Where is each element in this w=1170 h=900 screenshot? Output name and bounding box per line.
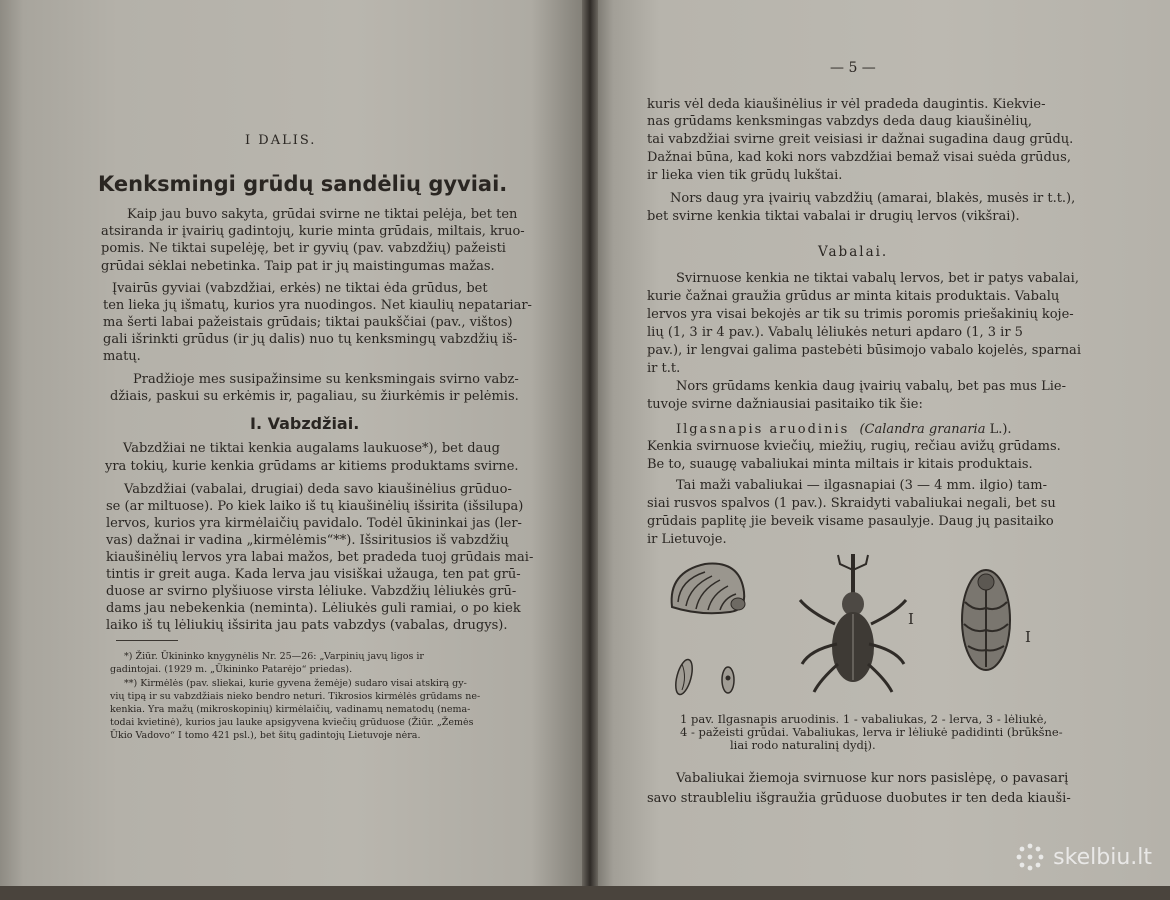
text-line: lervos yra visai bekojės ar tik su trimis poromis priešakinių koje- xyxy=(647,307,1074,322)
species-latin: (Calandra granaria xyxy=(859,422,986,437)
adult-weevil-illustration xyxy=(800,554,906,692)
text-line: Įvairūs gyviai (vabzdžiai, erkės) ne tiktai ėda grūdus, bet xyxy=(112,281,488,296)
text-line: kiaušinėlių lervos yra labai mažos, bet pradeda tuoj grūdais mai- xyxy=(106,550,534,565)
section-heading: I. Vabzdžiai. xyxy=(250,414,360,433)
text-line: tintis ir greit auga. Kada lerva jau visiškai užauga, ten pat grū- xyxy=(106,567,521,582)
text-line: vas) dažnai ir vadina „kirmėlėmis“**). Išsiritusios iš vabzdžių xyxy=(106,533,509,548)
text-line: pomis. Ne tiktai supelėję, bet ir gyvių (pav. vabzdžių) pažeisti xyxy=(101,241,506,256)
text-line: ma šerti labai pažeistais grūdais; tiktai paukščiai (pav., vištos) xyxy=(103,315,513,330)
text-line: Tai maži vabaliukai — ilgasnapiai (3 — 4 mm. ilgio) tam- xyxy=(676,478,1047,493)
damaged-grains-illustration xyxy=(673,658,734,696)
footnote-line: vių tipą ir su vabzdžiais nieko bendro neturi. Tikrosios kirmėlės grūdams ne- xyxy=(110,691,481,702)
text-line: tai vabzdžiai svirne greit veisiasi ir dažnai sugadina daug grūdų. xyxy=(647,132,1074,147)
text-line: pav.), ir lengvai galima pastebėti būsimojo vabalo kojelės, sparnai xyxy=(647,343,1081,358)
watermark-text: skelbiu.lt xyxy=(1053,844,1152,870)
text-line: bet svirne kenkia tiktai vabalai ir drugių lervos (vikšrai). xyxy=(647,209,1020,224)
text-line: tuvoje svirne dažniausiai pasitaiko tik šie: xyxy=(647,397,923,412)
scale-mark: I xyxy=(1025,628,1031,646)
species-author: L.). xyxy=(989,422,1012,437)
footnote-divider xyxy=(116,640,178,641)
caption-line: 1 pav. Ilgasnapis aruodinis. 1 - vabaliukas, 2 - lerva, 3 - lėliukė, xyxy=(680,712,1048,726)
pupa-illustration xyxy=(962,570,1010,670)
text-line: kuris vėl deda kiaušinėlius ir vėl pradeda daugintis. Kiekvie- xyxy=(647,97,1046,112)
text-line: Pradžioje mes susipažinsime su kenksmingais svirno vabz- xyxy=(133,372,519,387)
text-line: džiais, paskui su erkėmis ir, pagaliau, su žiurkėmis ir pelėmis. xyxy=(110,389,519,404)
watermark xyxy=(1015,842,1152,872)
book-spine xyxy=(582,0,598,900)
right-page xyxy=(590,0,1170,900)
text-line: Vabzdžiai ne tiktai kenkia augalams laukuose*), bet daug xyxy=(123,441,500,456)
species-name: Ilgasnapis aruodinis xyxy=(676,422,850,437)
text-line: atsiranda ir įvairių gadintojų, kurie minta grūdais, miltais, kruo- xyxy=(101,224,525,239)
text-line: Dažnai būna, kad koki nors vabzdžiai bemaž visai suėda grūdus, xyxy=(647,150,1071,165)
section-heading: Vabalai. xyxy=(818,244,889,260)
table-edge xyxy=(0,886,1170,900)
footnote-line: gadintojai. (1929 m. „Ūkininko Patarėjo“ priedas). xyxy=(110,664,353,675)
text-line: savo straubleliu išgraužia grūduose duobutes ir ten deda kiauši- xyxy=(647,791,1071,806)
text-line: Kenkia svirnuose kviečių, miežių, rugių, rečiau avižų grūdams. xyxy=(647,439,1061,454)
text-line: matų. xyxy=(103,349,141,364)
text-line: grūdais paplitę jie beveik visame pasaulyje. Daug jų pasitaiko xyxy=(647,514,1054,529)
page-title: Kenksmingi grūdų sandėlių gyviai. xyxy=(98,172,508,196)
text-line: ten lieka jų išmatų, kurios yra nuodingos. Net kiaulių nepatariar- xyxy=(103,298,532,313)
text-line: Vabaliukai žiemoja svirnuose kur nors pasislėpę, o pavasarį xyxy=(676,771,1069,786)
part-label: I DALIS. xyxy=(245,133,317,148)
page-number: — 5 — xyxy=(830,60,876,76)
text-line: grūdai sėklai nebetinka. Taip pat ir jų maistingumas mažas. xyxy=(101,259,495,274)
text-line: Nors daug yra įvairių vabzdžių (amarai, blakės, musės ir t.t.), xyxy=(670,191,1076,206)
text-line: nas grūdams kenksmingas vabzdys deda daug kiaušinėlių, xyxy=(647,114,1032,129)
footnote-line: Ūkio Vadovo“ I tomo 421 psl.), bet šitų gadintojų Lietuvoje nėra. xyxy=(110,730,421,741)
larva-illustration xyxy=(672,564,745,614)
footnote-line: **) Kirmėlės (pav. sliekai, kurie gyvena žemėje) sudaro visai atskirą gy- xyxy=(124,678,467,689)
text-line: lių (1, 3 ir 4 pav.). Vabalų lėliukės neturi apdaro (1, 3 ir 5 xyxy=(647,325,1023,340)
text-line: laiko iš tų lėliukių išsirita jau pats vabzdys (vabalas, drugys). xyxy=(106,618,508,633)
weevil-figure xyxy=(660,552,1050,702)
footnote-line: todai kvietinė), kurios jau lauke apsigyvena kviečių grūduose (Žiūr. „Žemės xyxy=(110,717,474,728)
scale-mark: I xyxy=(908,610,914,628)
text-line: se (ar miltuose). Po kiek laiko iš tų kiaušinėlių išsirita (išsilupa) xyxy=(106,499,524,514)
species-line xyxy=(676,421,1012,438)
footnote-line: kenkia. Yra mažų (mikroskopinių) kirmėlaičių, vadinamų nematodų (nema- xyxy=(110,704,471,715)
text-line: ir Lietuvoje. xyxy=(647,532,727,547)
text-line: Vabzdžiai (vabalai, drugiai) deda savo kiaušinėlius grūduo- xyxy=(124,482,512,497)
caption-line: liai rodo naturalinį dydį). xyxy=(730,738,876,752)
text-line: Kaip jau buvo sakyta, grūdai svirne ne tiktai pelėja, bet ten xyxy=(127,207,518,222)
text-line: lervos, kurios yra kirmėlaičių pavidalo. Todėl ūkininkai jas (ler- xyxy=(106,516,522,531)
text-line: siai rusvos spalvos (1 pav.). Skraidyti vabaliukai negali, bet su xyxy=(647,496,1056,511)
footnote-line: *) Žiūr. Ūkininko knygynėlis Nr. 25—26: „Varpinių javų ligos ir xyxy=(124,651,424,662)
text-line: ir t.t. xyxy=(647,361,681,376)
text-line: ir lieka vien tik grūdų lukštai. xyxy=(647,168,843,183)
text-line: Nors grūdams kenkia daug įvairių vabalų, bet pas mus Lie- xyxy=(676,379,1066,394)
text-line: Be to, suaugę vabaliukai minta miltais ir kitais produktais. xyxy=(647,457,1033,472)
text-line: yra tokių, kurie kenkia grūdams ar kitiems produktams svirne. xyxy=(105,459,519,474)
text-line: gali išrinkti grūdus (ir jų dalis) nuo tų kenksmingų vabzdžių iš- xyxy=(103,332,518,347)
caption-line: 4 - pažeisti grūdai. Vabaliukas, lerva ir lėliukė padidinti (brūkšne- xyxy=(680,725,1063,739)
text-line: duose ar svirno plyšiuose virsta lėliuke. Vabzdžių lėliukės grū- xyxy=(106,584,517,599)
text-line: dams jau nebekenkia (neminta). Lėliukės guli ramiai, o po kiek xyxy=(106,601,521,616)
dots-logo-icon xyxy=(1015,842,1045,872)
text-line: Svirnuose kenkia ne tiktai vabalų lervos, bet ir patys vabalai, xyxy=(676,271,1079,286)
text-line: kurie čažnai graužia grūdus ar minta kitais produktais. Vabalų xyxy=(647,289,1060,304)
